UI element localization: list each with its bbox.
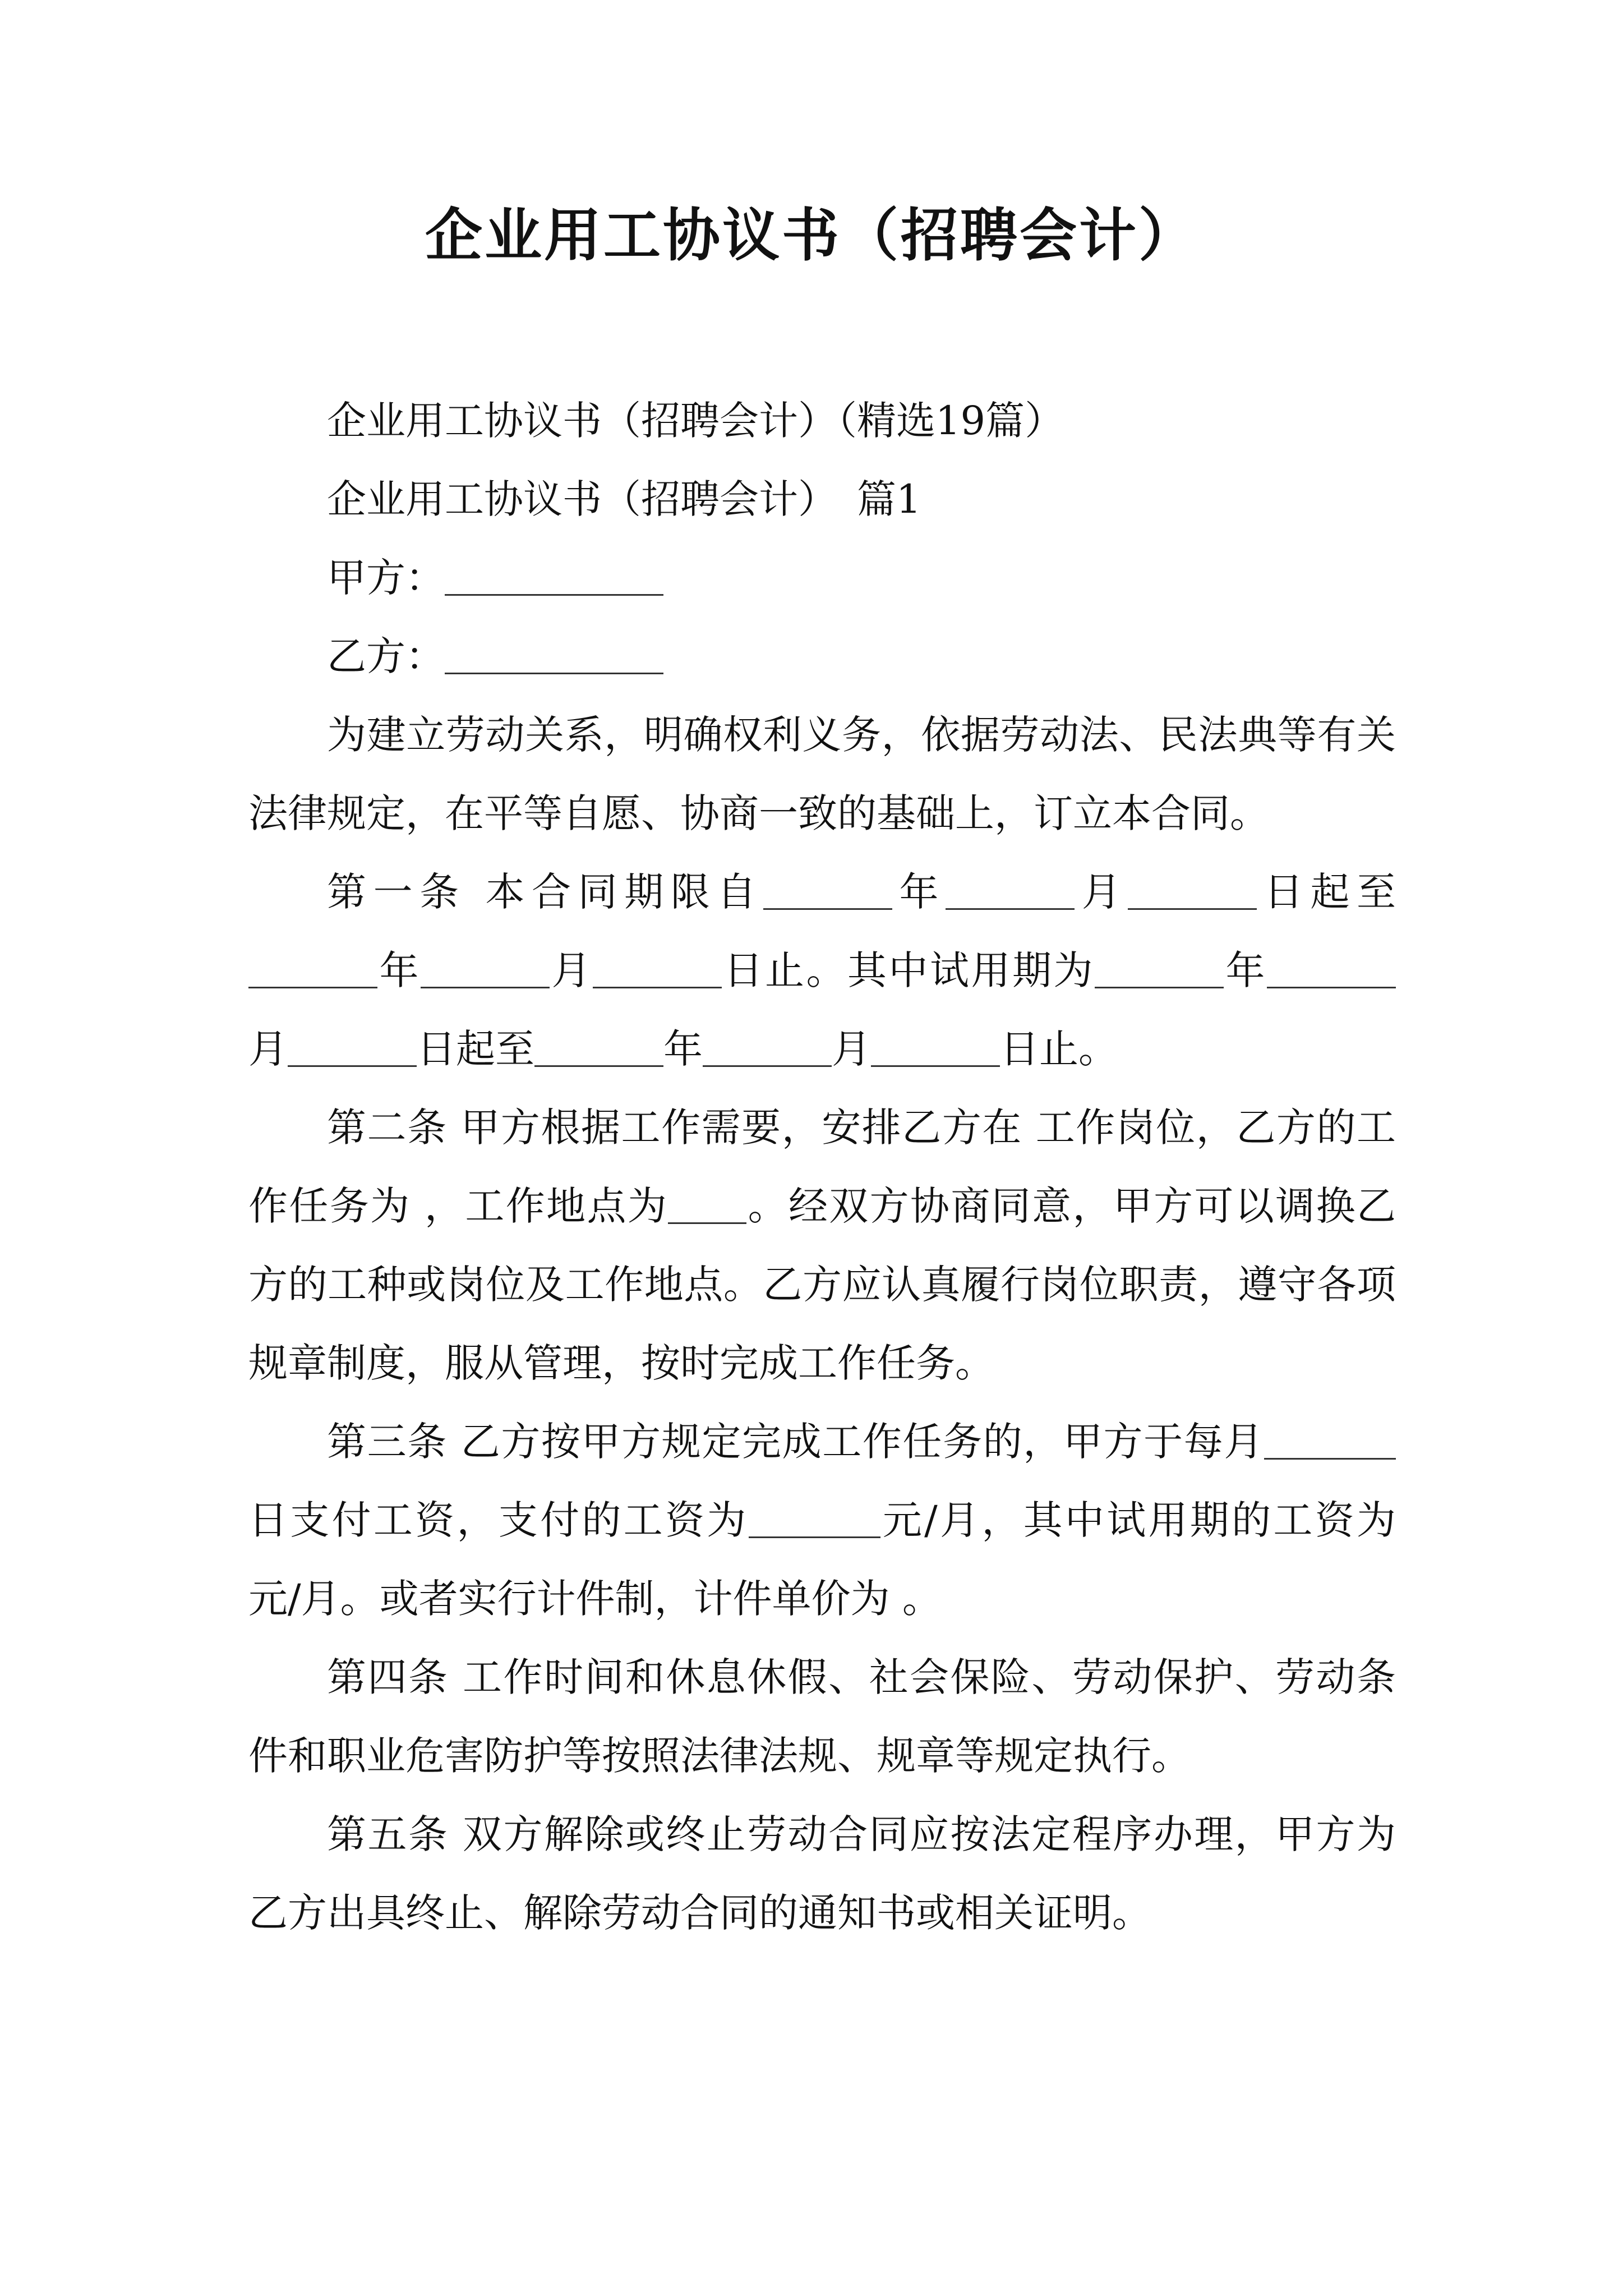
article-3-text-a: 第三条 乙方按甲方规定完成工作任务的，甲方于每月 — [327, 1419, 1264, 1465]
end-month-blank — [421, 950, 550, 989]
document-body — [248, 381, 1396, 1952]
article-2-text-a: 第二条 甲方根据工作需要，安排乙方在 工作岗位，乙方的工作任务为 ，工作地点为 — [248, 1105, 1396, 1229]
month-label: 月 — [248, 1026, 288, 1072]
article-1-paragraph — [248, 853, 1396, 1088]
party-b-label: 乙方： — [327, 633, 445, 679]
article-2-text-b: 。经双方协商同意，甲方可以调换乙方的工种或岗位及工作地点。乙方应认真履行岗位职责，遵守各项规章制度，服从管理，按时完成工作任务。 — [248, 1183, 1396, 1386]
from-to-label: 日起至 — [1257, 869, 1396, 915]
start-day-blank — [1128, 871, 1257, 910]
article-1-text: 第一条 本合同期限自 — [327, 869, 763, 915]
article-3-text-b: 日支付工资，支付的工资为 — [248, 1497, 749, 1543]
article-3-paragraph — [248, 1402, 1396, 1638]
probation-start-day-blank — [288, 1028, 417, 1068]
section-heading: 企业用工协议书（招聘会计） 篇1 — [327, 476, 921, 522]
collection-heading: 企业用工协议书（招聘会计）（精选19篇） — [327, 398, 1064, 444]
year-label: 年 — [663, 1026, 703, 1072]
party-b-line — [248, 617, 1396, 696]
payday-blank — [1264, 1421, 1396, 1460]
end-year-blank — [248, 950, 377, 989]
document-title: 企业用工协议书（招聘会计） — [425, 202, 1198, 269]
article-5-paragraph: 第五条 双方解除或终止劳动合同应按法定程序办理，甲方为乙方出具终止、解除劳动合同的通知书或相关证明。 — [248, 1811, 1396, 1936]
month-label: 月 — [832, 1026, 871, 1072]
article-2-paragraph — [248, 1088, 1396, 1402]
month-label: 月 — [1075, 869, 1128, 915]
article-3-text-c: 元/月，其中试用期的工资为 元/月。或者实行计件制，计件单价为 。 — [248, 1497, 1396, 1622]
probation-start-year-blank — [1095, 950, 1224, 989]
end-day-blank — [593, 950, 722, 989]
probation-start-month-blank — [1267, 950, 1396, 989]
from-to-label: 日起至 — [417, 1026, 534, 1072]
party-a-blank — [445, 557, 663, 596]
party-a-line — [248, 539, 1396, 617]
year-label: 年 — [892, 869, 946, 915]
probation-end-day-blank — [871, 1028, 1000, 1068]
start-year-blank — [763, 871, 892, 910]
year-label: 年 — [377, 947, 421, 993]
end-label: 日止。 — [1000, 1026, 1118, 1072]
work-location-blank — [668, 1185, 746, 1225]
salary-blank — [749, 1499, 880, 1539]
article-4-paragraph: 第四条 工作时间和休息休假、社会保险、劳动保护、劳动条件和职业危害防护等按照法律法规、规章等规定执行。 — [248, 1654, 1396, 1779]
party-a-label: 甲方： — [327, 555, 445, 601]
probation-end-month-blank — [703, 1028, 832, 1068]
start-month-blank — [946, 871, 1075, 910]
party-b-blank — [445, 636, 663, 675]
year-label: 年 — [1224, 947, 1267, 993]
month-label: 月 — [550, 947, 593, 993]
probation-text: 日止。其中试用期为 — [722, 947, 1095, 993]
preamble-paragraph: 为建立劳动关系，明确权利义务，依据劳动法、民法典等有关法律规定，在平等自愿、协商一致的基础上，订立本合同。 — [248, 712, 1396, 836]
probation-end-year-blank — [534, 1028, 663, 1068]
